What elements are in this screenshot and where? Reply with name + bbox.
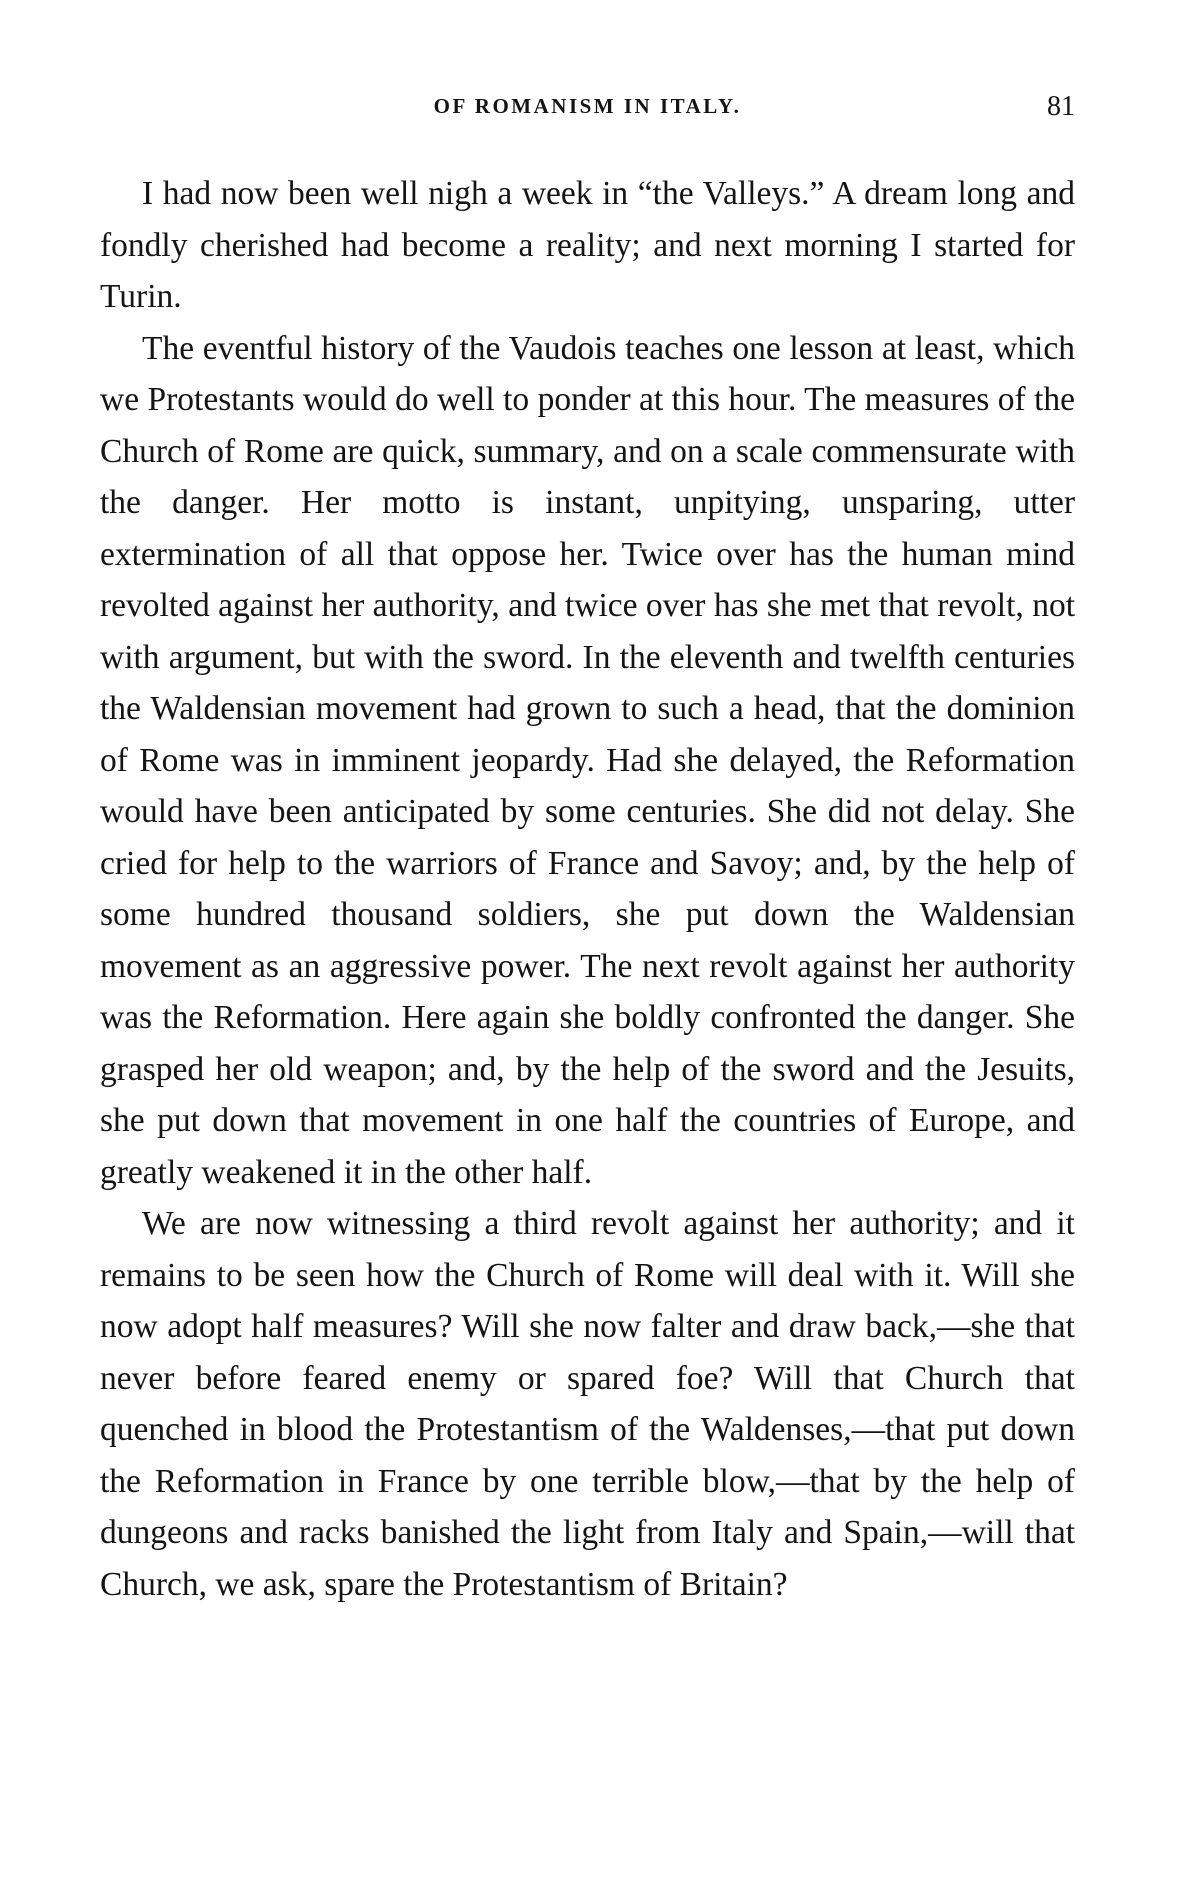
paragraph-third-revolt: We are now witnessing a third revolt against her authority; and it remains to be seen how the Church of Rome will deal with it. Will she now adopt half measures? Will she now falter and draw back,—she that never before feared enemy or spared foe? Will that Church that quenched in blood the Protestantism of the Waldenses,—that put down the Reformation in France by one terrible blow,—that by the help of dungeons and racks banished the light from Italy and Spain,—will that Church, we ask, spare the Protestantism of Britain?	[100, 1205, 1075, 1603]
paragraph-vaudois-history: The eventful history of the Vaudois teaches one lesson at least, which we Protestants would do well to ponder at this hour. The measures of the Church of Rome are quick, summary, and on a scale commensurate with the danger. Her motto is instant, unpitying, unsparing, utter extermination of all that oppose her. Twice over has the human mind revolted against her authority, and twice over has she met that revolt, not with argument, but with the sword. In the eleventh and twelfth centuries the Waldensian movement had grown to such a head, that the dominion of Rome was in imminent jeopardy. Had she delayed, the Reformation would have been anticipated by some centuries. She did not delay. She cried for help to the warriors of France and Savoy; and, by the help of some hundred thousand soldiers, she put down the Waldensian movement as an aggressive power. The next revolt against her authority was the Reformation. Here again she boldly confronted the danger. She grasped her old weapon; and, by the help of the sword and the Jesuits, she put down that movement in one half the countries of Europe, and greatly weakened it in the other half.	[100, 329, 1075, 1191]
running-title: OF ROMANISM IN ITALY.	[433, 94, 742, 118]
page-number: 81	[1047, 91, 1075, 122]
body-text	[100, 168, 1075, 1610]
paragraph-valleys: I had now been well nigh a week in “the Valleys.” A dream long and fondly cherished had become a reality; and next morning I started for Turin.	[100, 175, 1075, 315]
running-head	[100, 91, 1075, 134]
